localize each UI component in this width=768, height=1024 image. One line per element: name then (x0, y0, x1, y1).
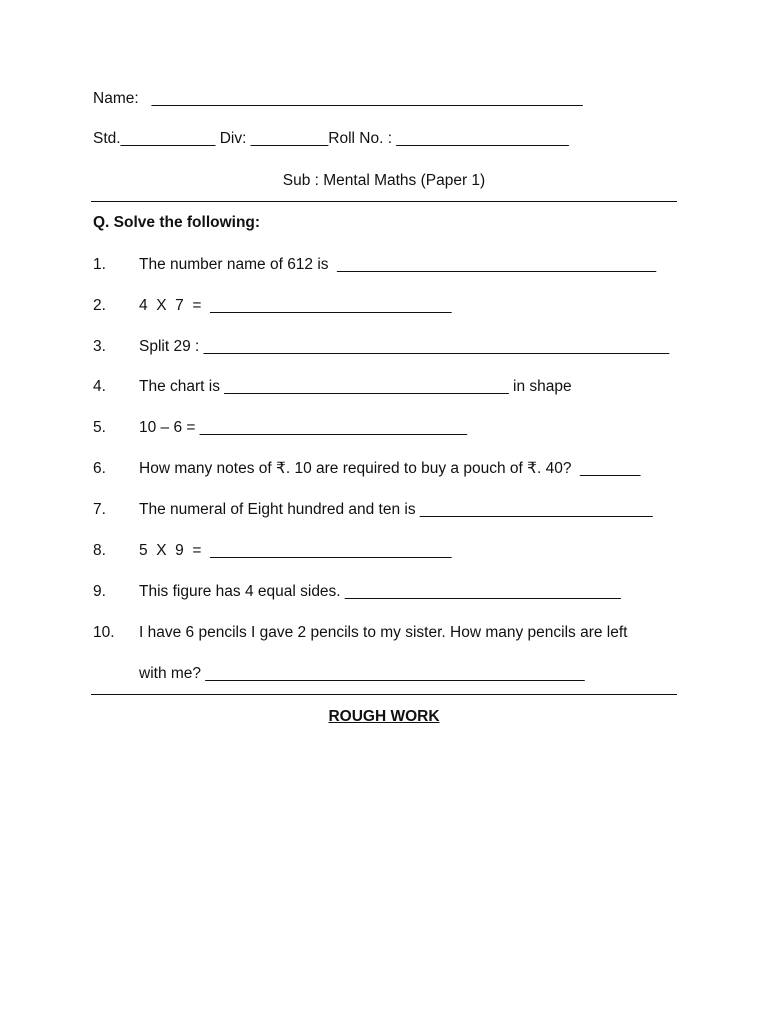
question-number: 6. (93, 460, 106, 477)
question-number: 4. (93, 378, 106, 395)
question-text: 5 X 9 = ____________________________ (139, 542, 452, 559)
question-number: 10. (93, 624, 115, 641)
std-div-roll-field: Std.___________ Div: _________Roll No. : ____________________ (93, 130, 569, 147)
question-text: 4 X 7 = ____________________________ (139, 297, 452, 314)
top-divider (91, 201, 677, 202)
question-number: 2. (93, 297, 106, 314)
section-heading: Q. Solve the following: (93, 214, 261, 231)
question-text-continuation: with me? ____________________________________________ (139, 665, 585, 682)
name-field: Name: __________________________________________________ (93, 90, 583, 107)
question-text: The number name of 612 is _____________________________________ (139, 256, 657, 273)
question-number: 5. (93, 419, 106, 436)
question-number: 7. (93, 501, 106, 518)
question-text: 10 – 6 = _______________________________ (139, 419, 467, 436)
question-text: The chart is _________________________________ in shape (139, 378, 572, 395)
question-text: This figure has 4 equal sides. ________________________________ (139, 583, 621, 600)
question-number: 3. (93, 338, 106, 355)
rough-work-label: ROUGH WORK (328, 708, 440, 725)
question-text: Split 29 : ______________________________________________________ (139, 338, 670, 355)
bottom-divider (91, 694, 677, 695)
question-number: 1. (93, 256, 106, 273)
question-number: 9. (93, 583, 106, 600)
question-text: How many notes of ₹. 10 are required to buy a pouch of ₹. 40? _______ (139, 460, 641, 477)
question-number: 8. (93, 542, 106, 559)
rough-work-heading (0, 707, 768, 727)
subject-title: Sub : Mental Maths (Paper 1) (282, 172, 486, 189)
question-text: I have 6 pencils I gave 2 pencils to my sister. How many pencils are left (139, 624, 628, 641)
question-text: The numeral of Eight hundred and ten is ___________________________ (139, 501, 653, 518)
